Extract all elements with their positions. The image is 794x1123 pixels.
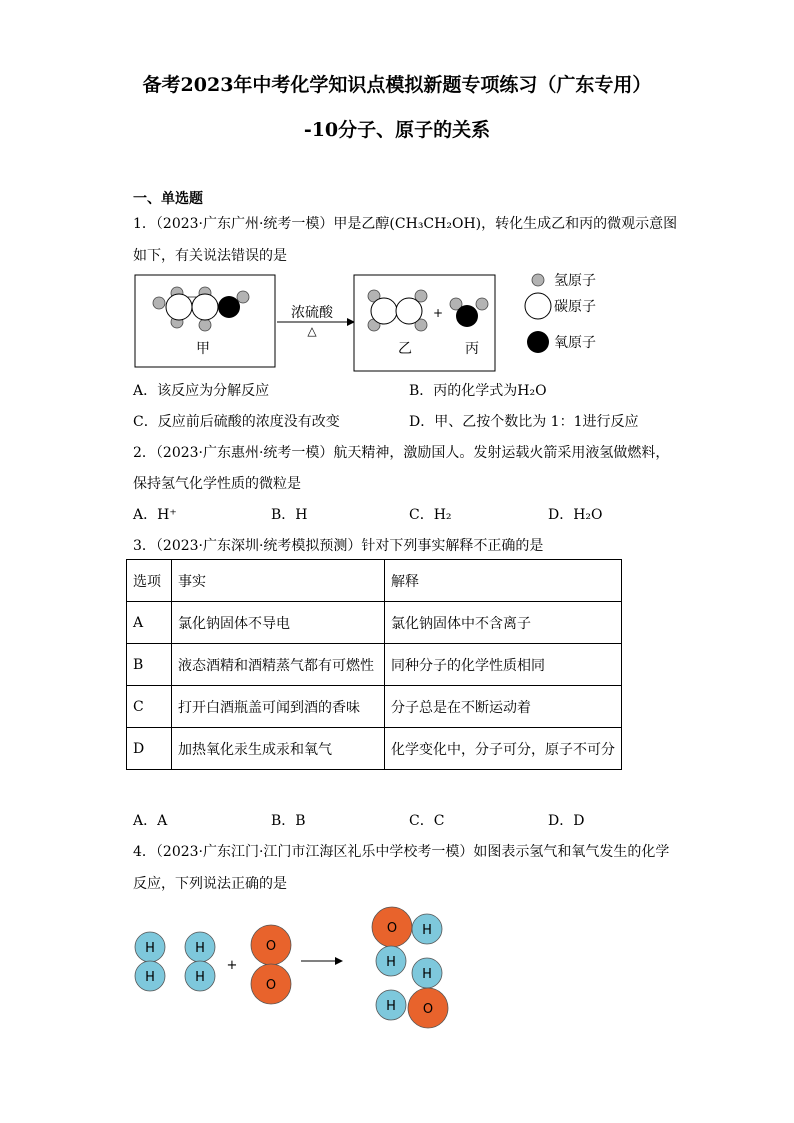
- q4-stem-line2: 反应，下列说法正确的是: [133, 876, 287, 892]
- page-title: 备考2023年中考化学知识点模拟新题专项练习（广东专用）: [142, 74, 652, 96]
- table-header-cell: 事实: [172, 560, 385, 602]
- svg-text:O: O: [422, 1002, 434, 1017]
- table-cell: 氯化钠固体中不含离子: [385, 602, 622, 644]
- arrow-head: [335, 957, 343, 965]
- table-cell: 氯化钠固体不导电: [172, 602, 385, 644]
- svg-text:H: H: [422, 923, 432, 938]
- svg-text:O: O: [265, 939, 277, 954]
- q2-stem-line2: 保持氢气化学性质的微粒是: [133, 476, 301, 492]
- plus-sign: +: [226, 958, 238, 973]
- table-header-cell: 选项: [127, 560, 172, 602]
- oxygen-molecule: [251, 925, 291, 1004]
- table-cell: C: [127, 686, 172, 728]
- table-row: [127, 644, 622, 686]
- svg-text:H: H: [145, 941, 155, 956]
- q1-diagram: [125, 265, 645, 375]
- svg-text:H: H: [195, 941, 205, 956]
- water-molecule-1: [372, 907, 442, 947]
- table-cell: 化学变化中，分子可分，原子不可分: [385, 728, 622, 770]
- q3-option-d: D．D: [548, 813, 585, 829]
- svg-text:H: H: [195, 970, 205, 985]
- label-yi: 乙: [398, 341, 412, 357]
- svg-text:O: O: [386, 921, 398, 936]
- svg-text:H: H: [386, 999, 396, 1014]
- arrow-condition: △: [307, 324, 317, 338]
- table-header-cell: 解释: [385, 560, 622, 602]
- arrow-label: 浓硫酸: [291, 305, 333, 321]
- q2-option-a: A．H⁺: [133, 507, 177, 523]
- table-row: [127, 602, 622, 644]
- q3-table: [126, 559, 622, 770]
- label-jia: 甲: [196, 341, 210, 357]
- table-row: [127, 728, 622, 770]
- svg-text:H: H: [145, 970, 155, 985]
- legend-hydrogen-atom: [532, 274, 544, 286]
- table-cell: 打开白酒瓶盖可闻到酒的香味: [172, 686, 385, 728]
- table-cell: 液态酒精和酒精蒸气都有可燃性: [172, 644, 385, 686]
- q1-option-b: B．丙的化学式为H₂O: [409, 383, 547, 399]
- q2-option-d: D．H₂O: [548, 507, 603, 523]
- plus-sign: +: [432, 306, 444, 320]
- legend-oxygen-label: 氧原子: [554, 335, 596, 351]
- table-cell: 加热氧化汞生成汞和氧气: [172, 728, 385, 770]
- table-cell: 分子总是在不断运动着: [385, 686, 622, 728]
- hydrogen-molecule-1: [135, 932, 165, 991]
- legend-hydrogen-label: 氢原子: [554, 273, 596, 289]
- svg-text:O: O: [265, 978, 277, 993]
- q4-diagram: [125, 895, 465, 1035]
- q3-option-c: C．C: [409, 813, 445, 829]
- q3-option-b: B．B: [271, 813, 306, 829]
- q1-stem-line2: 如下，有关说法错误的是: [133, 248, 287, 264]
- table-cell: 同种分子的化学性质相同: [385, 644, 622, 686]
- svg-text:H: H: [386, 955, 396, 970]
- label-bing: 丙: [465, 341, 479, 357]
- q3-option-a: A．A: [133, 813, 168, 829]
- table-cell: B: [127, 644, 172, 686]
- water-molecule-2: [376, 946, 442, 988]
- table-cell: D: [127, 728, 172, 770]
- table-header-row: [127, 560, 622, 602]
- hydrogen-molecule-2: [185, 932, 215, 991]
- q2-option-c: C．H₂: [409, 507, 452, 523]
- q2-option-b: B．H: [271, 507, 308, 523]
- q4-stem-line1: 4．（2023·广东江门·江门市江海区礼乐中学校考一模）如图表示氢气和氧气发生的化学: [133, 844, 670, 860]
- section-heading: 一、单选题: [133, 191, 203, 207]
- water-molecule-3: [376, 988, 448, 1028]
- q1-option-c: C．反应前后硫酸的浓度没有改变: [133, 414, 340, 430]
- legend-carbon-atom: [525, 293, 551, 319]
- q2-stem-line1: 2．（2023·广东惠州·统考一模）航天精神，激励国人。发射运载火箭采用液氢做燃料，: [133, 445, 670, 461]
- legend-oxygen-atom: [527, 331, 549, 353]
- page-subtitle: -10分子、原子的关系: [303, 119, 491, 141]
- table-row: [127, 686, 622, 728]
- q1-option-d: D．甲、乙按个数比为 1：1进行反应: [409, 414, 639, 430]
- table-cell: A: [127, 602, 172, 644]
- q3-stem: 3．（2023·广东深圳·统考模拟预测）针对下列事实解释不正确的是: [133, 538, 544, 554]
- legend-carbon-label: 碳原子: [554, 299, 596, 315]
- q1-stem-line1: 1．（2023·广东广州·统考一模）甲是乙醇(CH₃CH₂OH)，转化生成乙和丙的微观示意图: [133, 216, 678, 232]
- q1-option-a: A．该反应为分解反应: [133, 383, 270, 399]
- svg-text:H: H: [422, 967, 432, 982]
